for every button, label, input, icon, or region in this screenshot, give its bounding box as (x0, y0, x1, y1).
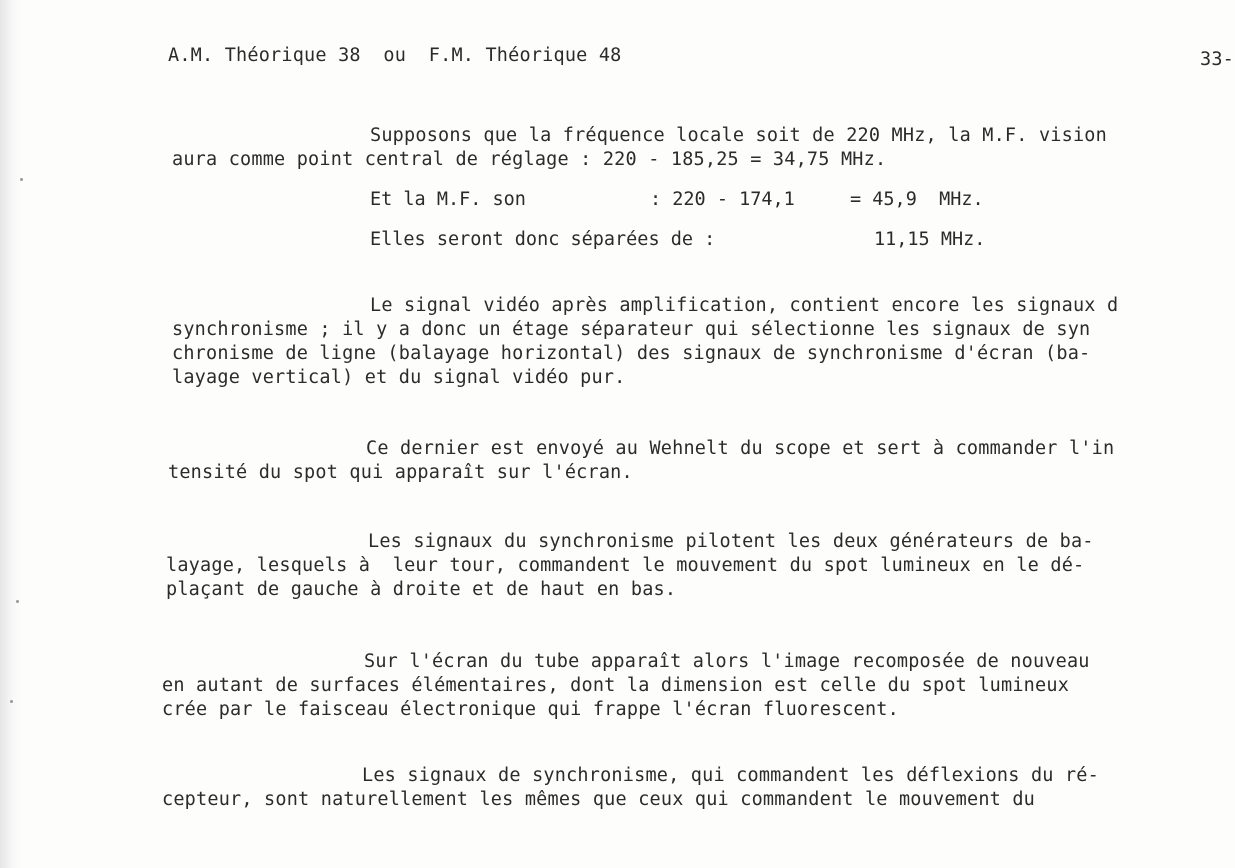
intro-line-2: aura comme point central de réglage : 220 - 185,25 = 34,75 MHz. (172, 149, 887, 170)
page-header-title: A.M. Théorique 38 ou F.M. Théorique 48 (168, 45, 622, 66)
page-number: 33- (1200, 49, 1235, 70)
son-row-calc: : 220 - 174,1 (650, 189, 795, 210)
paragraph-4-line-3: crée par le faisceau électronique qui frappe l'écran fluorescent. (162, 699, 899, 720)
scan-speck (20, 178, 23, 181)
paragraph-1-line-3: chronisme de ligne (balayage horizontal) des signaux de synchronisme d'écran (ba- (172, 343, 1091, 364)
paragraph-3-line-2: layage, lesquels à leur tour, commandent le mouvement du spot lumineux en le dé- (166, 555, 1085, 576)
separation-row-label: Elles seront donc séparées de : (370, 229, 716, 250)
intro-line-1: Supposons que la fréquence locale soit de 220 MHz, la M.F. vision (370, 125, 1107, 146)
paragraph-1-line-2: synchronisme ; il y a donc un étage séparateur qui sélectionne les signaux de syn (172, 319, 1091, 340)
paragraph-3-line-3: plaçant de gauche à droite et de haut en bas. (166, 579, 677, 600)
paragraph-4-line-1: Sur l'écran du tube apparaît alors l'image recomposée de nouveau (364, 651, 1090, 672)
paragraph-1-line-4: layage vertical) et du signal vidéo pur. (172, 367, 626, 388)
paragraph-1-line-1: Le signal vidéo après amplification, contient encore les signaux d (370, 295, 1119, 316)
paragraph-2-line-1: Ce dernier est envoyé au Wehnelt du scope et sert à commander l'in (366, 438, 1115, 459)
scan-speck (10, 700, 13, 703)
scan-speck (16, 600, 19, 603)
paragraph-5-line-2: cepteur, sont naturellement les mêmes que ceux qui commandent le mouvement du (162, 789, 1036, 810)
separation-row-result: 11,15 MHz. (874, 229, 986, 250)
paragraph-2-line-2: tensité du spot qui apparaît sur l'écran. (168, 462, 633, 483)
paragraph-4-line-2: en autant de surfaces élémentaires, dont la dimension est celle du spot lumineux (162, 675, 1070, 696)
scan-edge-shadow (0, 0, 22, 868)
son-row-label: Et la M.F. son (370, 189, 526, 210)
paragraph-5-line-1: Les signaux de synchronisme, qui commandent les déflexions du ré- (362, 765, 1099, 786)
paragraph-3-line-1: Les signaux du synchronisme pilotent les deux générateurs de ba- (368, 531, 1094, 552)
son-row-result: = 45,9 MHz. (850, 189, 984, 210)
